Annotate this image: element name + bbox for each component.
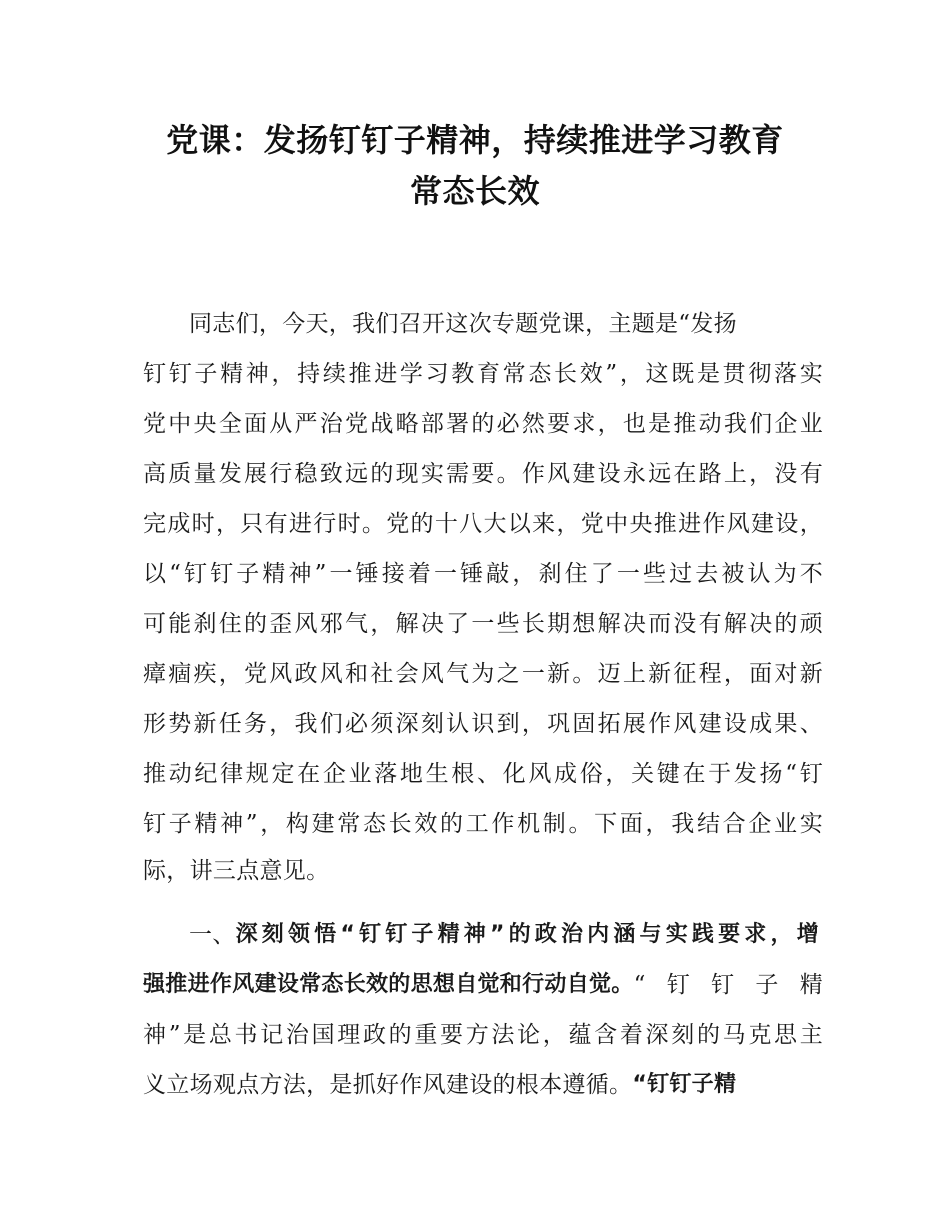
paragraph-1-line-3: 党中央全面从严治党战略部署的必然要求，也是推动我们企业: [143, 411, 823, 437]
paragraph-2-line-4: [143, 1070, 803, 1100]
paragraph-2-line-4-text: 义立场观点方法，是抓好作风建设的根本遵循。: [143, 1072, 633, 1098]
paragraph-1-line-11: 钉子精神”，构建常态长效的工作机制。下面，我结合企业实: [143, 811, 823, 837]
section-heading-part-2: 强推进作风建设常态长效的思想自觉和行动自觉。: [143, 972, 634, 997]
paragraph-1-line-9: 形势新任务，我们必须深刻认识到，巩固拓展作风建设成果、: [143, 711, 823, 737]
bold-quote-start: “钉钉子精: [632, 1072, 737, 1097]
paragraph-1-line-1: 同志们，今天，我们召开这次专题党课，主题是“发扬: [189, 311, 737, 337]
section-number: 一、: [189, 922, 236, 948]
paragraph-2-line-2-text: “钉钉子精: [633, 972, 823, 998]
paragraph-1-line-4: 高质量发展行稳致远的现实需要。作风建设永远在路上，没有: [143, 461, 823, 487]
paragraph-1-line-10: 推动纪律规定在企业落地生根、化风成俗，关键在于发扬“钉: [143, 761, 823, 787]
paragraph-1-line-2: 钉钉子精神，持续推进学习教育常态长效”，这既是贯彻落实: [143, 361, 823, 387]
page-title-line-2: 常态长效: [409, 172, 540, 210]
paragraph-1-line-7: 可能刹住的歪风邪气，解决了一些长期想解决而没有解决的顽: [143, 611, 823, 637]
paragraph-2-line-3: 神”是总书记治国理政的重要方法论，蕴含着深刻的马克思主: [143, 1022, 823, 1048]
section-heading-part-1: 深刻领悟“钉钉子精神”的政治内涵与实践要求，增: [235, 922, 819, 947]
paragraph-1-line-8: 瘴痼疾，党风政风和社会风气为之一新。迈上新征程，面对新: [143, 661, 823, 687]
page-title-line-1: 党课：发扬钉钉子精神，持续推进学习教育: [166, 121, 784, 159]
paragraph-2-line-1: [189, 920, 819, 950]
paragraph-1-line-6: 以“钉钉子精神”一锤接着一锤敲，刹住了一些过去被认为不: [143, 561, 823, 587]
paragraph-1-line-5: 完成时，只有进行时。党的十八大以来，党中央推进作风建设，: [143, 511, 823, 537]
paragraph-1-line-12: 际，讲三点意见。: [143, 858, 330, 884]
paragraph-2-line-2: [143, 970, 823, 1000]
